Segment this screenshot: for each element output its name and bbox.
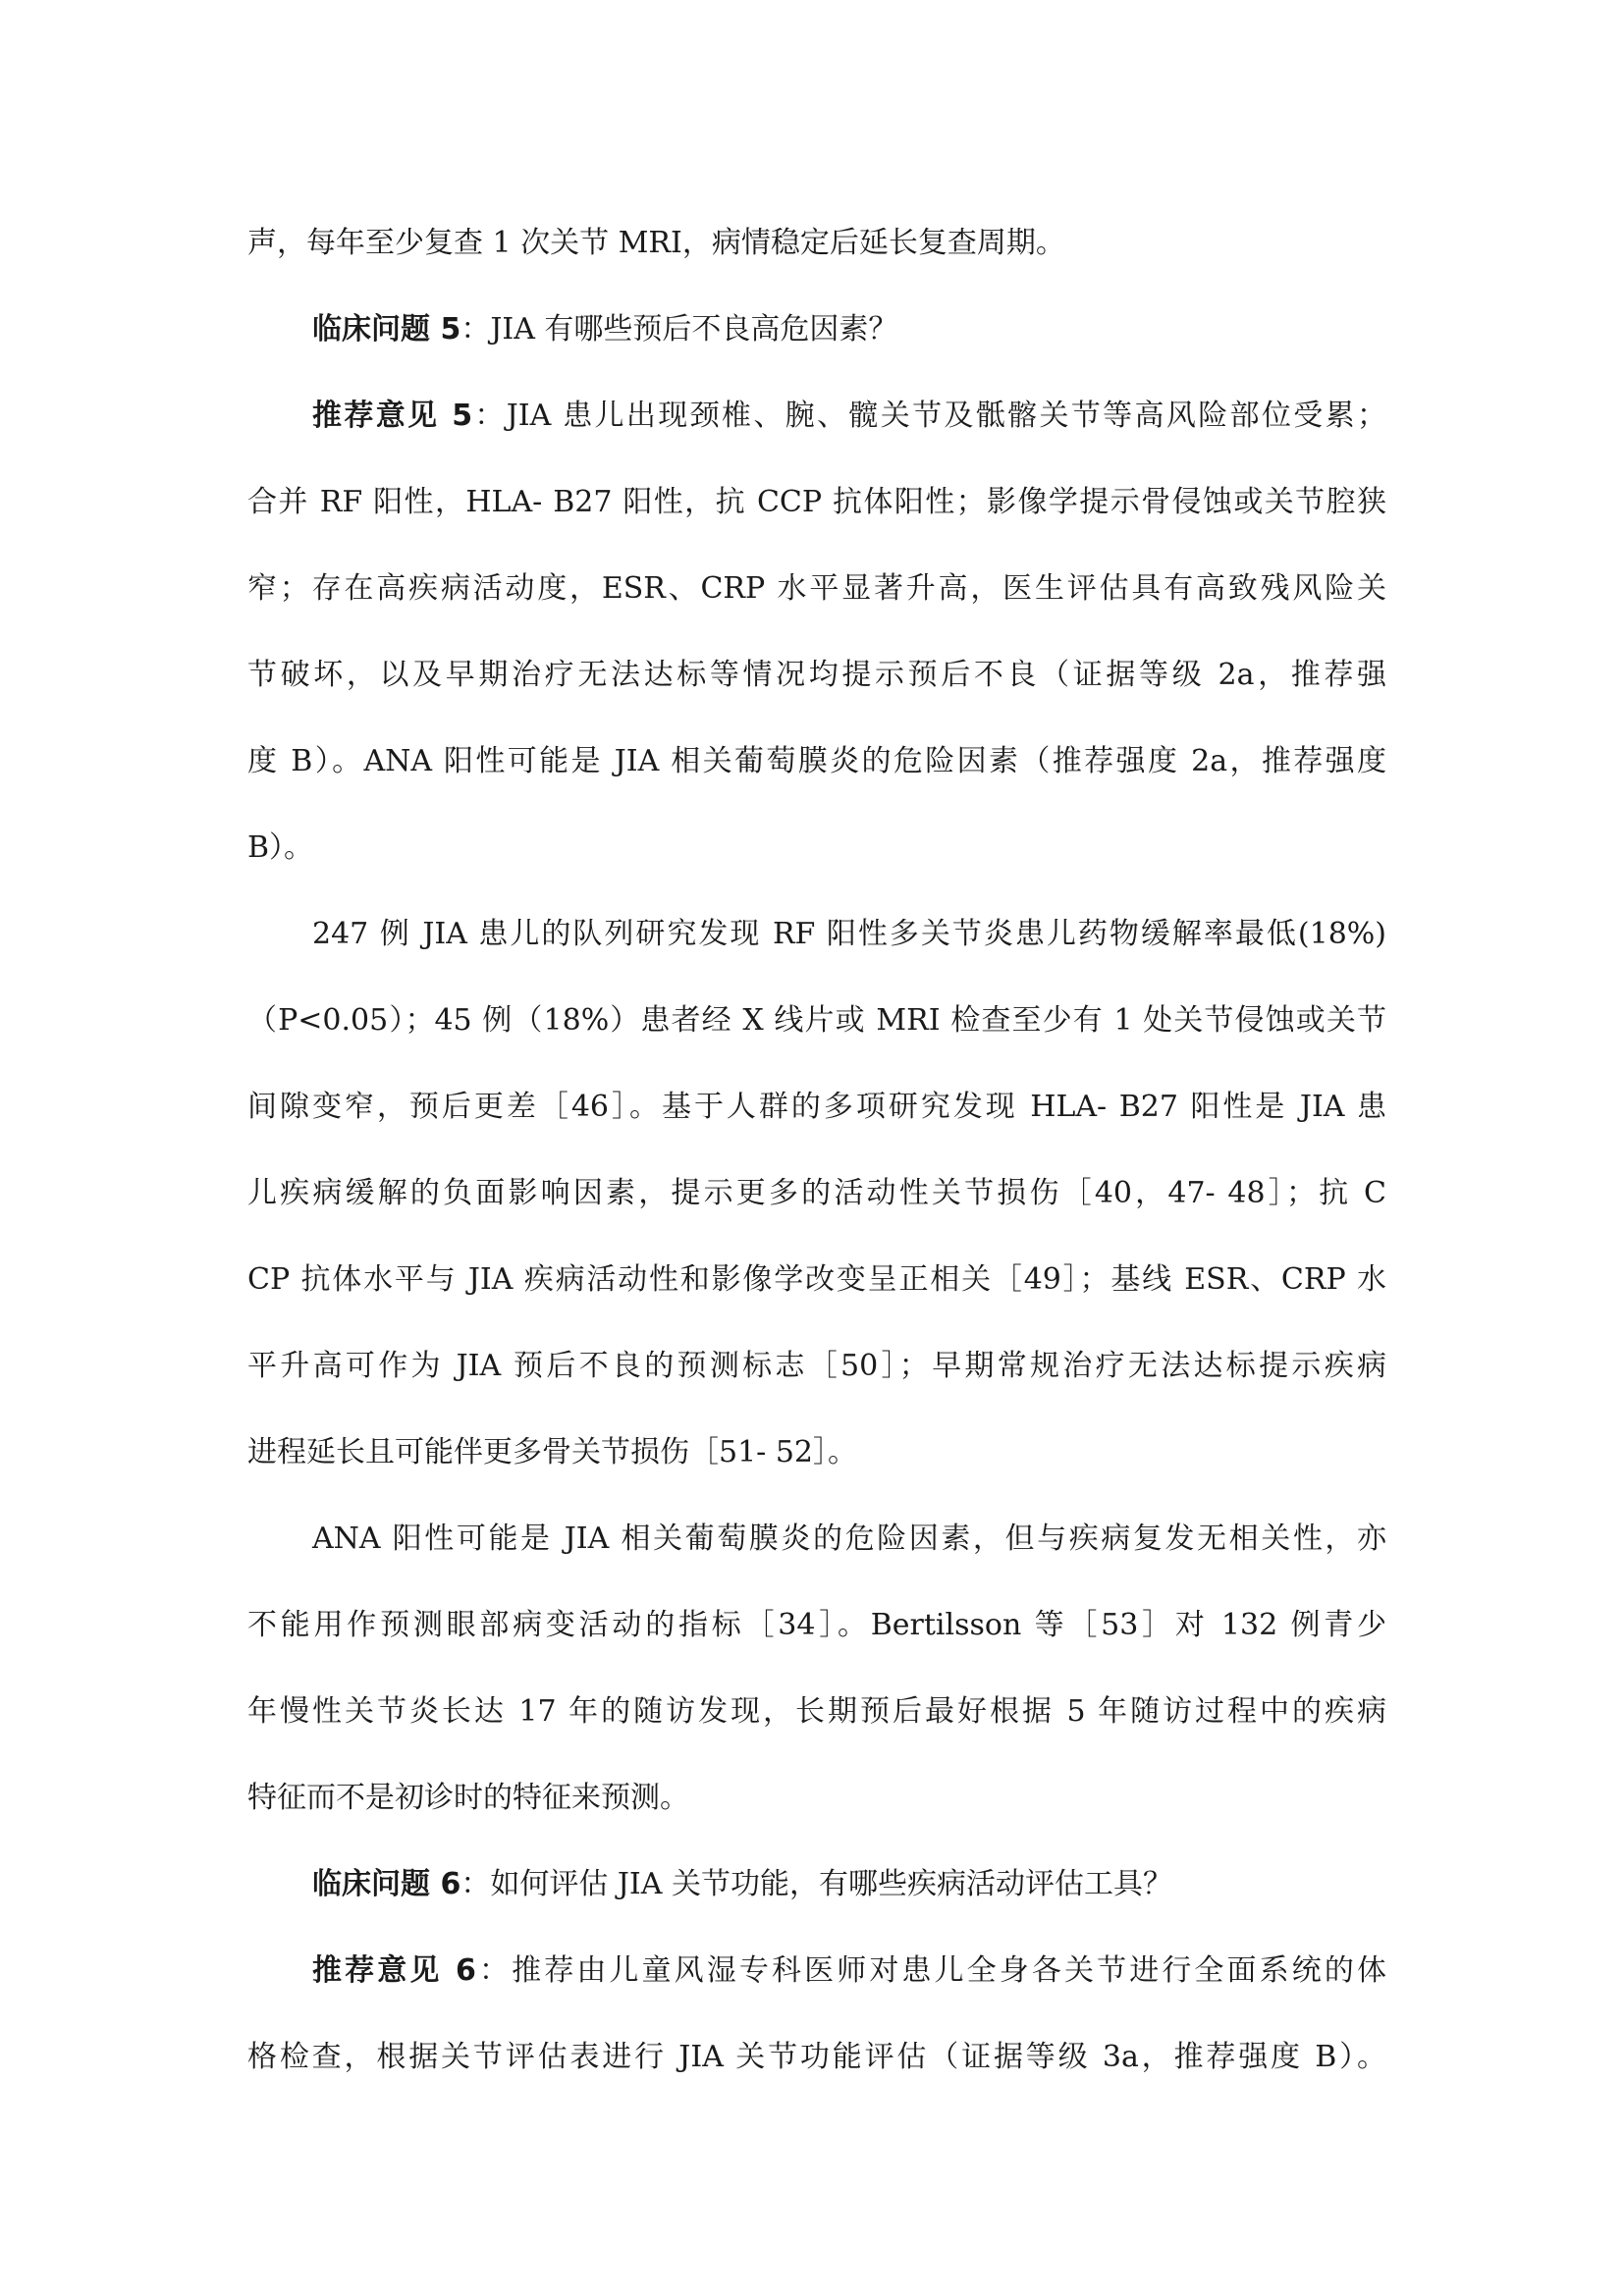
recommendation-6: [312, 1949, 1386, 1993]
question-text: ：如何评估 JIA 关节功能，有哪些疾病活动评估工具？: [460, 1867, 1172, 1901]
text-line: 间隙变窄，预后更差［46］。基于人群的多项研究发现 HLA- B27 阳性是 JIA 患: [247, 1090, 1386, 1124]
text-line: 格检查，根据关节评估表进行 JIA 关节功能评估（证据等级 3a，推荐强度 B）。: [247, 2040, 1386, 2074]
recommendation-text: ：JIA 患儿出现颈椎、腕、髋关节及骶髂关节等高风险部位受累；: [472, 399, 1386, 433]
recommendation-5: [312, 395, 1386, 438]
text-line: 合并 RF 阳性，HLA- B27 阳性，抗 CCP 抗体阳性；影像学提示骨侵蚀或关节腔狭: [247, 485, 1386, 519]
recommendation-text: ：推荐由儿童风湿专科医师对患儿全身各关节进行全面系统的体: [475, 1953, 1386, 1988]
text-line: ANA 阳性可能是 JIA 相关葡萄膜炎的危险因素，但与疾病复发无相关性，亦: [312, 1522, 1386, 1556]
question-label: 临床问题 5: [312, 312, 461, 347]
clinical-question-5: [312, 308, 1386, 351]
text-line: 不能用作预测眼部病变活动的指标［34］。Bertilsson 等［53］对 132 例青少: [247, 1608, 1386, 1642]
text-line: 进程延长且可能伴更多骨关节损伤［51- 52］。: [247, 1435, 858, 1469]
text-line: 节破坏，以及早期治疗无法达标等情况均提示预后不良（证据等级 2a，推荐强: [247, 658, 1386, 692]
clinical-question-6: [312, 1863, 1386, 1906]
text-line: （P<0.05）；45 例（18%）患者经 X 线片或 MRI 检查至少有 1 处关节侵蚀或关节: [247, 1003, 1386, 1038]
text-line: 247 例 JIA 患儿的队列研究发现 RF 阳性多关节炎患儿药物缓解率最低(18%): [312, 917, 1386, 951]
question-label: 临床问题 6: [312, 1867, 461, 1901]
text-line: 年慢性关节炎长达 17 年的随访发现，长期预后最好根据 5 年随访过程中的疾病: [247, 1694, 1386, 1729]
text-line: 特征而不是初诊时的特征来预测。: [247, 1781, 689, 1815]
text-line: 声，每年至少复查 1 次关节 MRI，病情稳定后延长复查周期。: [247, 226, 1065, 260]
question-text: ：JIA 有哪些预后不良高危因素？: [460, 312, 898, 347]
text-line: 平升高可作为 JIA 预后不良的预测标志［50］；早期常规治疗无法达标提示疾病: [247, 1349, 1386, 1383]
text-line: B）。: [247, 830, 314, 865]
text-line: 度 B）。ANA 阳性可能是 JIA 相关葡萄膜炎的危险因素（推荐强度 2a，推荐强度: [247, 744, 1386, 778]
text-line: 窄；存在高疾病活动度，ESR、CRP 水平显著升高，医生评估具有高致残风险关: [247, 571, 1386, 606]
text-line: CP 抗体水平与 JIA 疾病活动性和影像学改变呈正相关［49］；基线 ESR、CRP 水: [247, 1262, 1386, 1297]
text-line: 儿疾病缓解的负面影响因素，提示更多的活动性关节损伤［40，47- 48］；抗 C: [247, 1176, 1386, 1210]
recommendation-label: 推荐意见 6: [312, 1953, 476, 1988]
recommendation-label: 推荐意见 5: [312, 399, 473, 433]
